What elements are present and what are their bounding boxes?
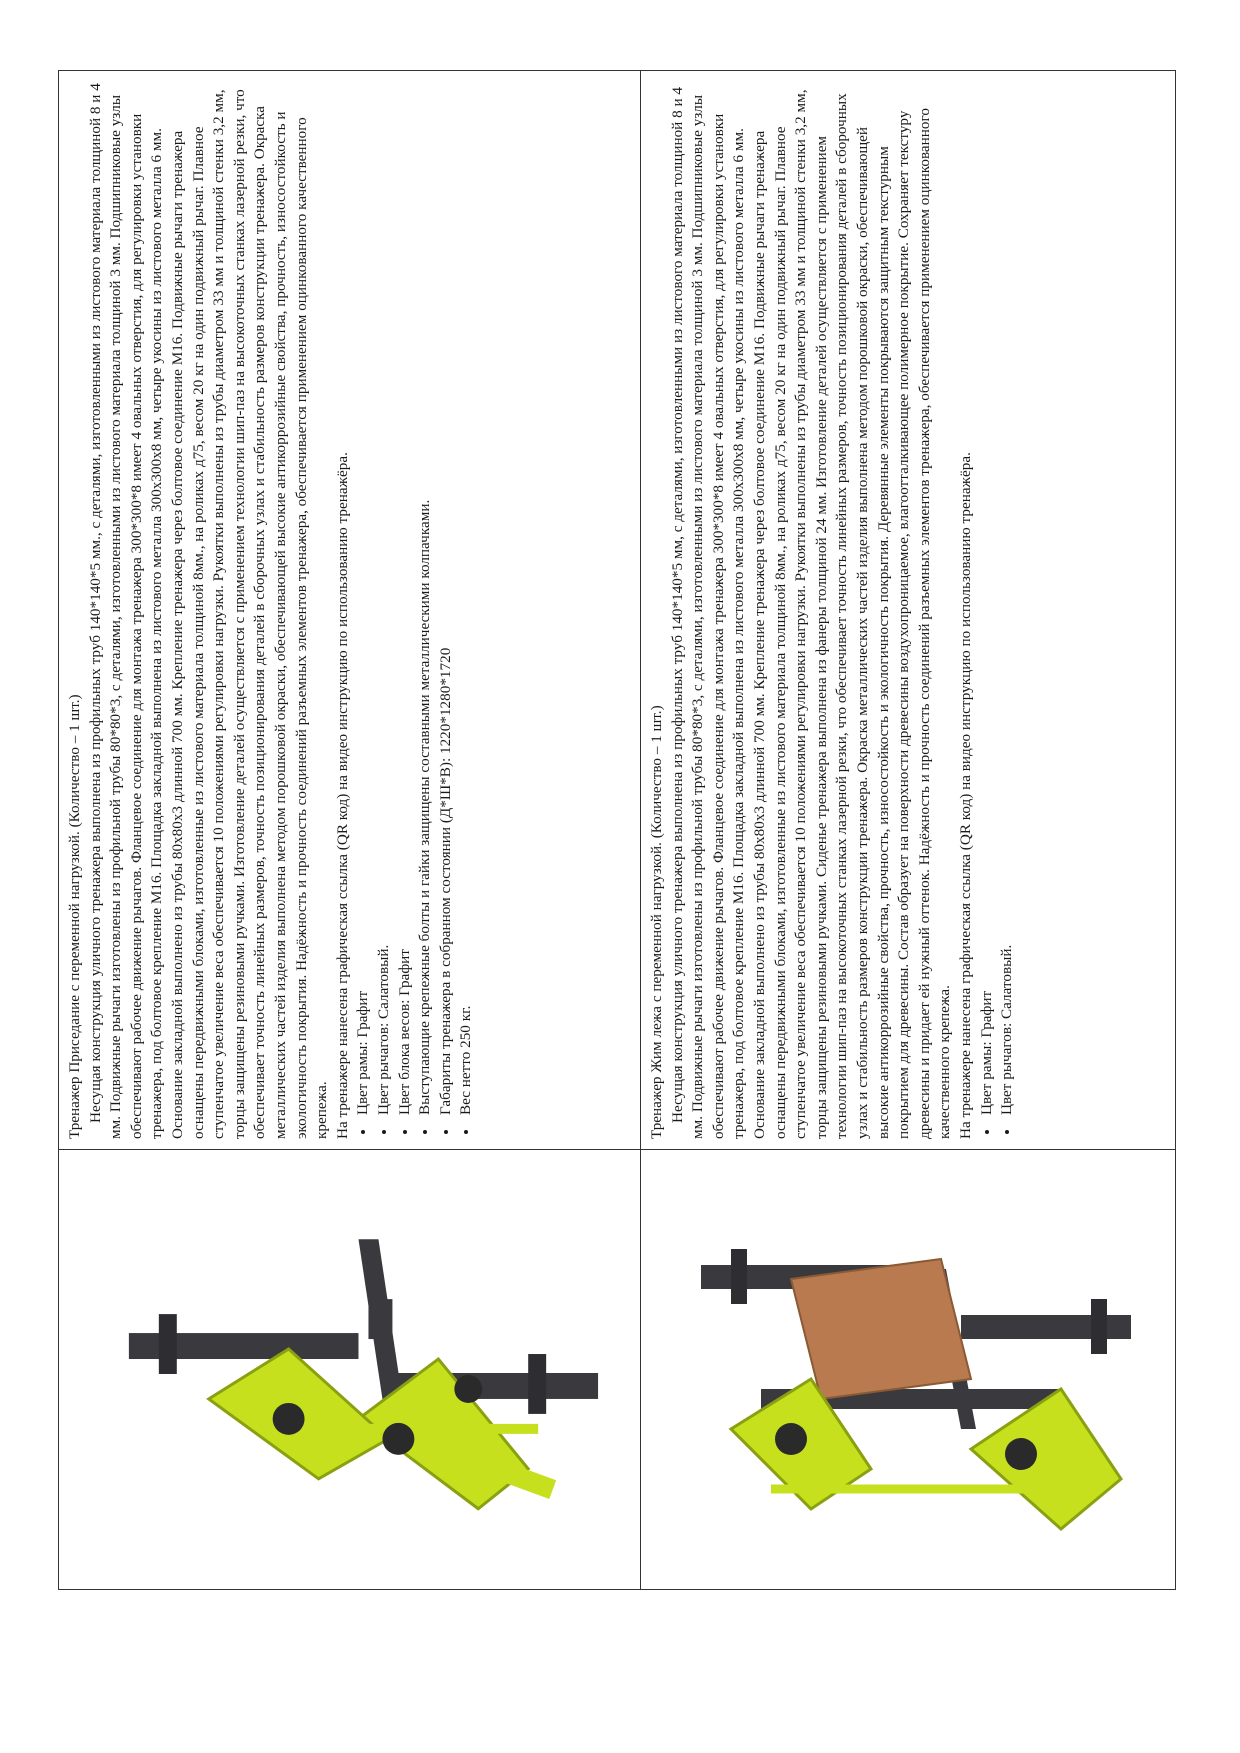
list-item: • Цвет блока весов: Графит [395,81,416,1119]
spec-list [353,81,477,1139]
qr-note: На тренажере нанесена графическая ссылка (QR код) на видео инструкцию по использованию тренажёра. [956,452,974,1139]
list-item: • Выступающие крепежные болты и гайки защищены составными металлическими колпачками. [415,81,436,1119]
image-cell-bench [641,1149,1175,1589]
text-cell-bench [641,71,1175,1149]
item-title: Тренажер Приседание с переменной нагрузкой. (Количество – 1 шт.) [66,694,83,1139]
item-title: Тренажер Жим лежа с переменной нагрузкой. (Количество – 1 шт.) [648,705,665,1139]
text-cell-squat [59,71,640,1149]
rotated-page [58,70,1176,1590]
item-description: Несущая конструкция уличного тренажера выполнена из профильных труб 140*140*5 мм., с деталями, изготовленными из листового материала толщиной 8 и 4 мм. Подвижные рычаги изготовлены из профильной трубы 80*80*3, с деталями, изготовленными из листового материала толщиной 3 мм. Подшипниковые узлы обеспечивают рабочее движение рычагов. Фланцевое соединение для монтажа тренажера 300*300*8 имеет 4 овальных отверстия, для регулировки установки тренажера, под болтовое крепление M16. Площадка закладной выполнена из листового металла 300х300х8 мм, четыре укосины из листового металла 6 мм. Основание закладной выполнено из трубы 80х80х3 длинной 700 мм. Крепление тренажера через болтовое соединение M16. Подвижные рычаги тренажера оснащены передвижными блоками, изготовленные из листового материала толщиной 8мм., на роликах д75, весом 20 кг на один подвижный рычаг. Плавное ступенчатое увеличение веса обеспечивается 10 положениями регулировки нагрузки. Рукоятки выполнены из трубы диаметром 33 мм и толщиной стенки 3,2 мм, торцы защищены резиновыми ручками. Изготовление деталей осуществляется с применением технологии шип-паз на высокоточных станках лазерной резки, что обеспечивает точность линейных размеров, точность позиционирования деталей в сборочных узлах и стабильность размеров конструкции тренажера. Окраска металлических частей изделия выполнена методом порошковой окраски, обеспечивающей высокие антикоррозийные свойства, прочность, износостойкость и экологичность покрытия. Надёжность и прочность соединений разъемных элементов тренажера, обеспечивается применением оцинкованного качественного крепежа. [86,83,331,1139]
list-item: • Цвет рычагов: Салатовый. [374,81,395,1119]
image-cell-squat [59,1149,640,1589]
table-row-squat [59,71,641,1589]
qr-note: На тренажере нанесена графическая ссылка (QR код) на видео инструкцию по использованию тренажёра. [333,452,351,1139]
list-item: • Вес нетто 250 кг. [456,81,477,1119]
list-item: • Габариты тренажера в собранном состоянии (Д*Ш*В): 1220*1280*1720 [436,81,457,1119]
spec-table [58,70,1176,1590]
list-item: • Цвет рамы: Графит [977,81,998,1119]
list-item: • Цвет рамы: Графит [353,81,374,1119]
spec-list [977,81,1018,1139]
table-row-bench [641,71,1175,1589]
item-description: Несущая конструкция уличного тренажера выполнена из профильных труб 140*140*5 мм, с деталями, изготовленными из листового материала толщиной 8 и 4 мм. Подвижные рычаги изготовлены из профильной трубы 80*80*3, с деталями, изготовленными из листового материала толщиной 3 мм. Подшипниковые узлы обеспечивают рабочее движение рычагов. Фланцевое соединение для монтажа тренажера 300*300*8 имеет 4 овальных отверстия, для регулировки установки тренажера, под болтовое крепление M16. Площадка закладной выполнена из листового металла 300х300х8 мм, четыре укосины из листового металла 6 мм. Основание закладной выполнено из трубы 80х80х3 длинной 700 мм. Крепление тренажера через болтовое соединение M16. Подвижные рычаги тренажера оснащены передвижными блоками, изготовленные из листового материала толщиной 8мм., на роликах д75, весом 20 кг на один подвижный рычаг. Плавное ступенчатое увеличение веса обеспечивается 10 положениями регулировки нагрузки. Рукоятки выполнены из трубы диаметром 33 мм и толщиной стенки 3,2 мм, торцы защищены резиновыми ручками. Сиденье тренажера выполнена из фанеры толщиной 24 мм. Изготовление деталей осуществляется с применением технологии шип-паз на высокоточных станках лазерной резки, что обеспечивает точность линейных размеров, точность позиционирования деталей в сборочных узлах и стабильность размеров конструкции тренажера. Окраска металлических частей изделия выполнена методом порошковой окраски, обеспечивающей высокие антикоррозийные свойства, прочность, износостойкость и экологичность покрытия. Деревянные элементы покрываются защитным текстурным покрытием для древесины. Состав образует на поверхности древесины воздухопроницаемое, влагоотталкивающее полимерное покрытие. Сохраняет текстуру древесины и придает ей нужный оттенок. Надёжность и прочность соединений разъемных элементов тренажера, обеспечивается применением оцинкованного качественного крепежа. [668,86,954,1139]
squat-machine-image [59,1149,640,1589]
bench-press-machine-image [641,1149,1175,1589]
list-item: • Цвет рычагов: Салатовый. [997,81,1018,1119]
